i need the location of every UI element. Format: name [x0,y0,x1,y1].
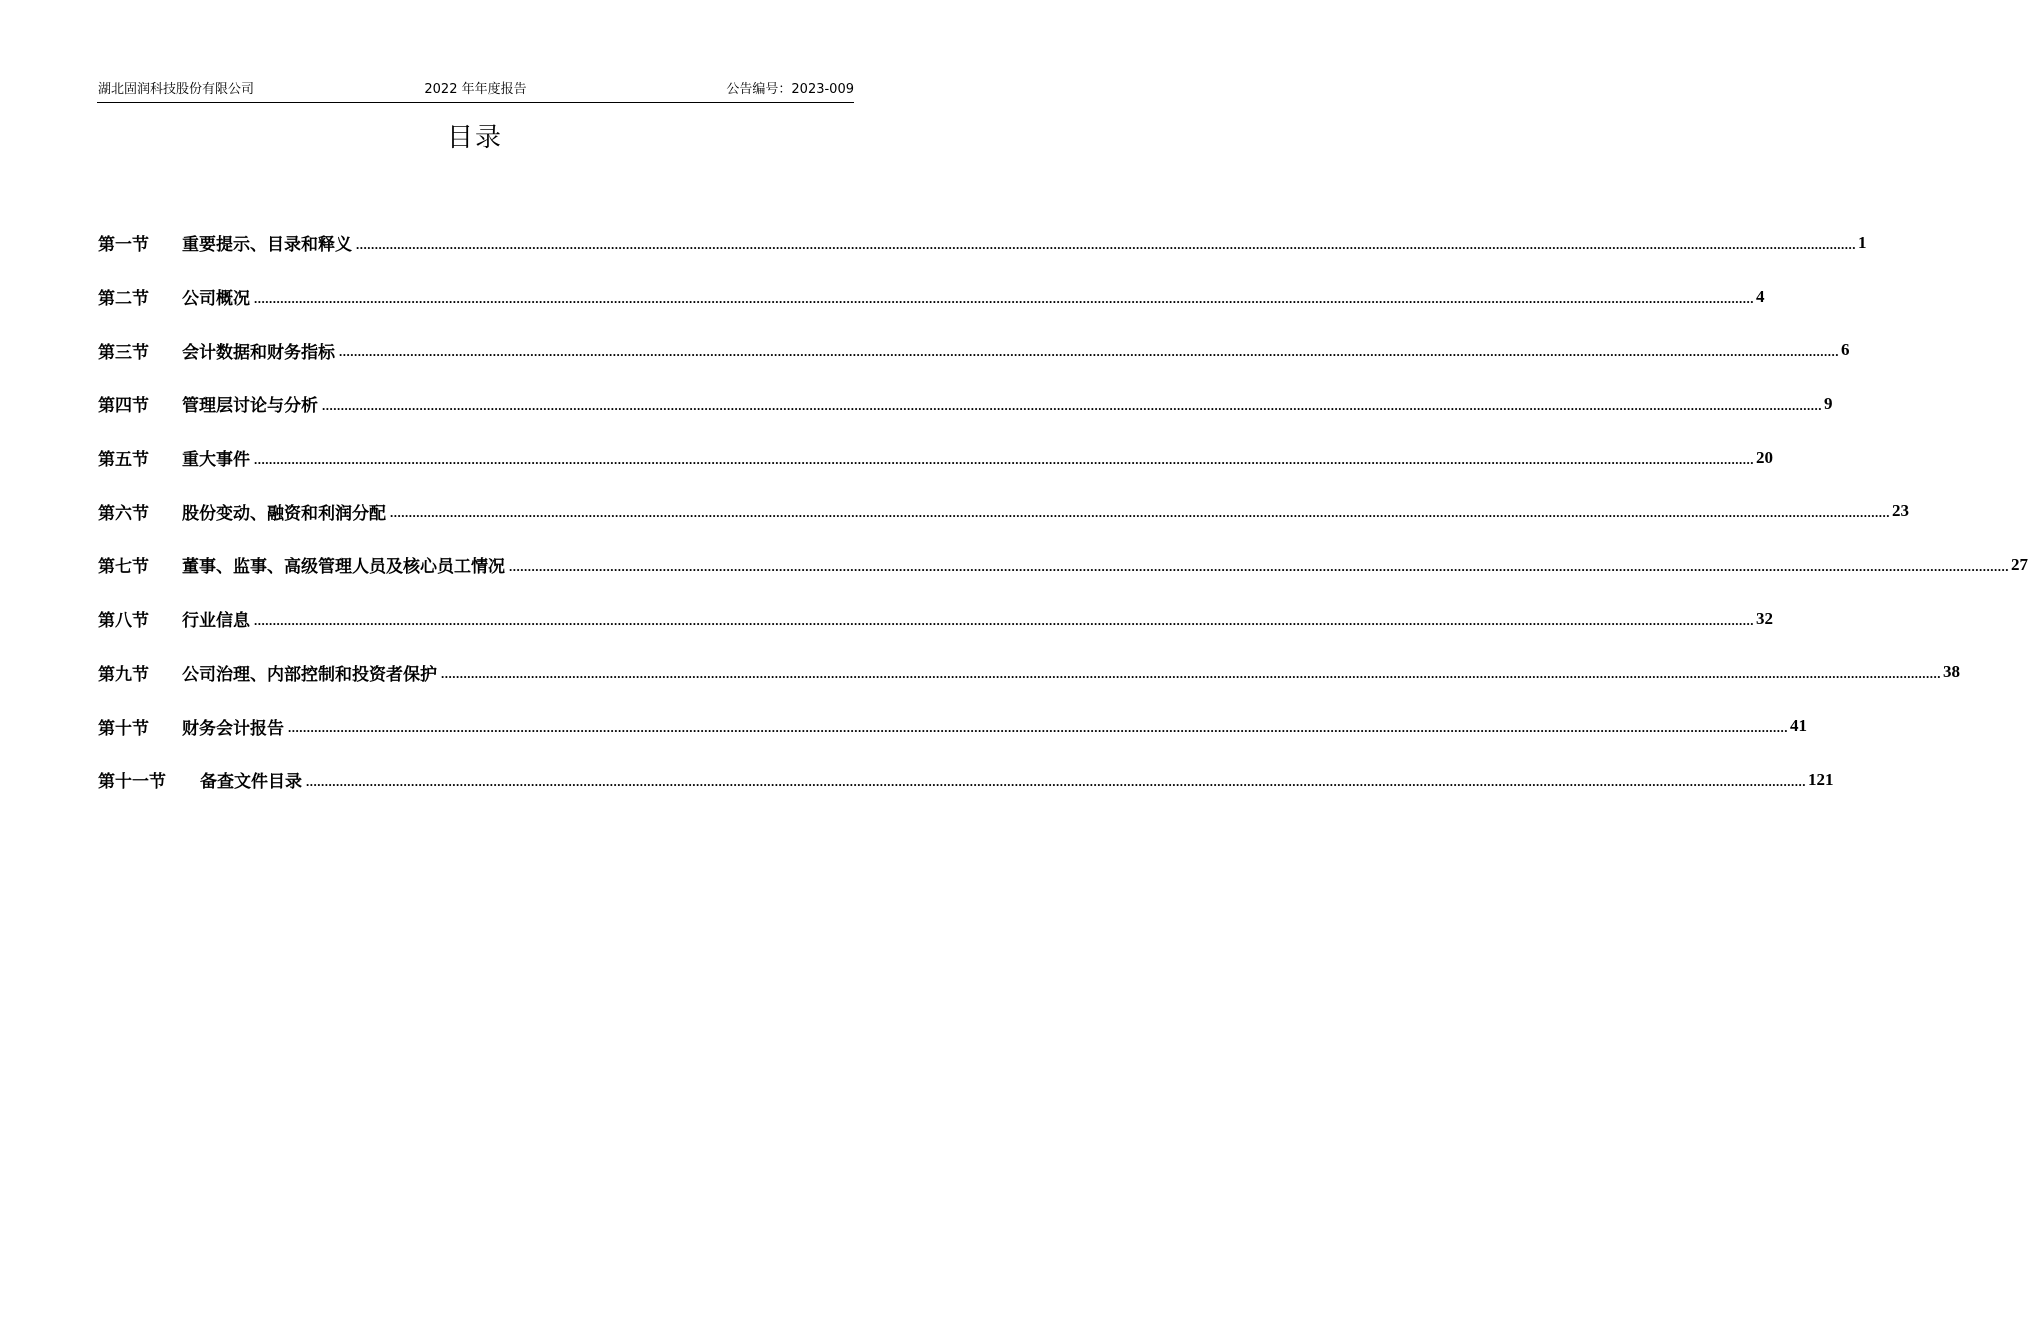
toc-section-title: 会计数据和财务指标 [182,342,335,363]
toc-section-number: 第一节 [98,235,149,256]
toc-leader-dots: ................................................................................................................................................................................................................................................................................................................................................................................................................ [339,344,1839,360]
toc-entry[interactable] [98,377,1833,431]
toc-entry[interactable] [98,592,1773,646]
table-of-contents [98,216,2028,807]
toc-entry[interactable] [98,216,1867,270]
toc-page-number: 6 [1841,340,1850,360]
toc-leader-dots: ................................................................................................................................................................................................................................................................................................................................................................................................................ [390,505,1890,521]
toc-leader-dots: ................................................................................................................................................................................................................................................................................................................................................................................................................ [356,236,1856,252]
toc-page-number: 41 [1790,716,1807,736]
toc-leader-dots: ................................................................................................................................................................................................................................................................................................................................................................................................................ [441,666,1941,682]
toc-entry[interactable] [98,753,1834,807]
toc-section-title: 董事、监事、高级管理人员及核心员工情况 [182,557,505,578]
toc-section-title: 行业信息 [182,611,250,632]
toc-section-title: 股份变动、融资和利润分配 [182,503,386,524]
toc-page-number: 9 [1824,393,1833,413]
toc-entry[interactable] [98,323,1850,377]
toc-leader-dots: ................................................................................................................................................................................................................................................................................................................................................................................................................ [509,558,2009,574]
toc-section-number: 第五节 [98,450,149,471]
toc-section-number: 第二节 [98,289,149,310]
toc-page-number: 4 [1756,286,1765,306]
toc-section-number: 第四节 [98,396,149,417]
toc-section-number: 第十一节 [98,772,166,793]
toc-section-number: 第八节 [98,611,149,632]
toc-section-number: 第十节 [98,718,149,739]
toc-leader-dots: ................................................................................................................................................................................................................................................................................................................................................................................................................ [254,290,1754,306]
toc-entry[interactable] [98,538,2028,592]
toc-page-number: 38 [1943,662,1960,682]
page-header [97,80,854,103]
toc-leader-dots: ................................................................................................................................................................................................................................................................................................................................................................................................................ [254,451,1754,467]
toc-entry[interactable] [98,646,1960,700]
toc-leader-dots: ................................................................................................................................................................................................................................................................................................................................................................................................................ [306,773,1806,789]
toc-section-title: 重要提示、目录和释义 [182,235,352,256]
toc-page-number: 32 [1756,608,1773,628]
toc-section-title: 重大事件 [182,450,250,471]
toc-section-title: 备查文件目录 [200,772,302,793]
toc-section-number: 第七节 [98,557,149,578]
toc-page-number: 20 [1756,447,1773,467]
toc-entry[interactable] [98,484,1909,538]
header-company-name: 湖北固润科技股份有限公司 [98,82,255,97]
toc-entry[interactable] [98,270,1765,324]
toc-page-number: 121 [1808,769,1834,789]
toc-section-title: 管理层讨论与分析 [182,396,318,417]
toc-section-title: 公司治理、内部控制和投资者保护 [182,664,437,685]
toc-leader-dots: ................................................................................................................................................................................................................................................................................................................................................................................................................ [288,720,1788,736]
toc-leader-dots: ................................................................................................................................................................................................................................................................................................................................................................................................................ [322,397,1822,413]
page-title: 目录 [446,123,503,153]
toc-page-number: 27 [2011,554,2028,574]
toc-leader-dots: ................................................................................................................................................................................................................................................................................................................................................................................................................ [254,612,1754,628]
toc-section-number: 第九节 [98,664,149,685]
toc-section-title: 财务会计报告 [182,718,284,739]
toc-page-number: 23 [1892,501,1909,521]
toc-section-title: 公司概况 [182,289,250,310]
toc-entry[interactable] [98,699,1807,753]
toc-section-number: 第三节 [98,342,149,363]
toc-page-number: 1 [1858,232,1867,252]
toc-section-number: 第六节 [98,503,149,524]
toc-entry[interactable] [98,431,1773,485]
header-announcement-number: 公告编号：2023-009 [726,82,854,97]
header-report-title: 2022 年年度报告 [424,82,527,97]
